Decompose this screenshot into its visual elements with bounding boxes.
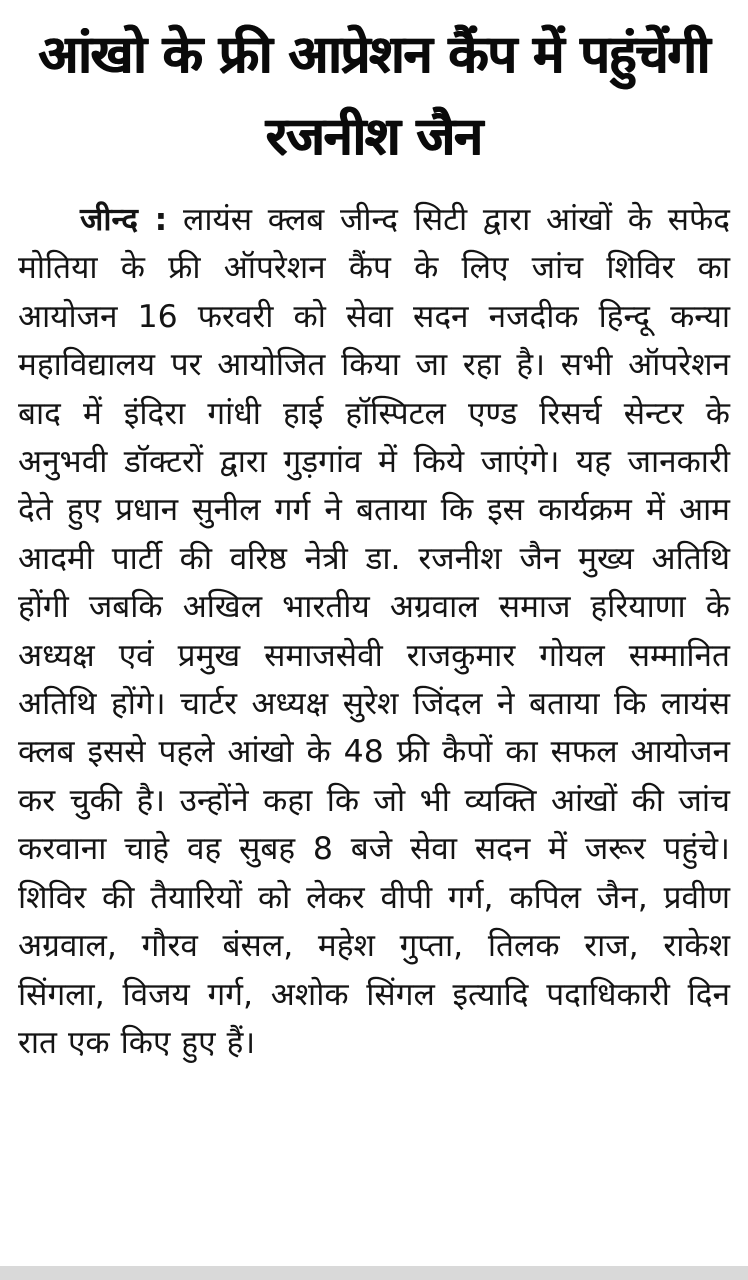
article-body-text: लायंस क्लब जीन्द सिटी द्वारा आंखों के सफेद मोतिया के फ्री ऑपरेशन कैंप के लिए जांच शिविर का आयोजन 16 फरवरी को सेवा सदन नजदीक हिन्दू कन्या महाविद्यालय पर आयोजित किया जा रहा है। सभी ऑपरेशन बाद में इंदिरा गांधी हाई हॉस्पिटल एण्ड रिसर्च सेन्टर के अनुभवी डॉक्टरों द्वारा गुड़गांव में किये जाएंगे। यह जानकारी देते हुए प्रधान सुनील गर्ग ने बताया कि इस कार्यक्रम में आम आदमी पार्टी की वरिष्ठ नेत्री डा. रजनीश जैन मुख्य अतिथि होंगी जबकि अखिल भारतीय अग्रवाल समाज हरियाणा के अध्यक्ष एवं प्रमुख समाजसेवी राजकुमार गोयल सम्मानित अतिथि होंगे। चार्टर अध्यक्ष सुरेश जिंदल ने बताया कि लायंस क्लब इससे पहले आंखो के 48 फ्री कैपों का सफल आयोजन कर चुकी है। उन्होंने कहा कि जो भी व्यक्ति आंखों की जांच करवाना चाहे वह सुबह 8 बजे सेवा सदन में जरूर पहुंचे। शिविर की तैयारियों को लेकर वीपी गर्ग, कपिल जैन, प्रवीण अग्रवाल, गौरव बंसल, महेश गुप्ता, तिलक राज, राकेश सिंगला, विजय गर्ग, अशोक सिंगल इत्यादि पदाधिकारी दिन रात एक किए हुए हैं। [18, 202, 730, 1061]
article-dateline: जीन्द : [80, 202, 168, 238]
page-bottom-edge [0, 1266, 748, 1280]
article-body [18, 196, 730, 1067]
article-headline: आंखो के फ्री आप्रेशन कैंप में पहुंचेंगी रजनीश जैन [38, 25, 710, 167]
